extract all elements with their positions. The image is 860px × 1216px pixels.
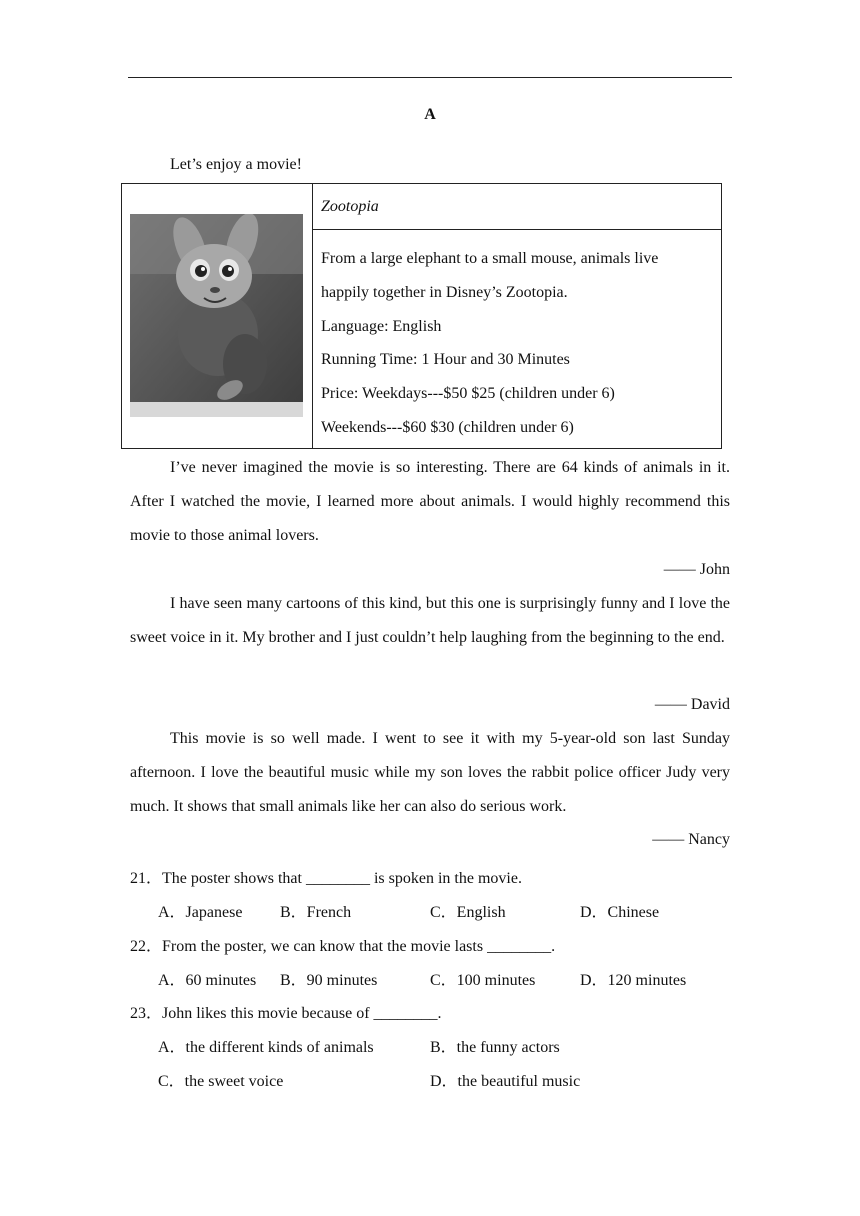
poster-running-time: Running Time: 1 Hour and 30 Minutes [321, 351, 570, 369]
answer-option[interactable]: B．90 minutes [280, 972, 378, 989]
question-stem: 23．John likes this movie because of ________. [130, 1005, 442, 1022]
question-stem: 21．The poster shows that ________ is spoken in the movie. [130, 870, 522, 887]
header-rule [128, 77, 732, 78]
review-author: —— Nancy [652, 831, 730, 848]
answer-option[interactable]: C．English [430, 904, 506, 921]
intro-text: Let’s enjoy a movie! [170, 156, 302, 173]
answer-option[interactable]: D．the beautiful music [430, 1073, 581, 1090]
answer-option[interactable]: D．120 minutes [580, 972, 687, 989]
answer-option[interactable]: B．the funny actors [430, 1039, 560, 1056]
answer-option[interactable]: A．the different kinds of animals [158, 1039, 374, 1056]
poster-movie-title: Zootopia [313, 184, 721, 230]
poster-language: Language: English [321, 317, 442, 335]
review-paragraph [130, 451, 730, 552]
answer-option[interactable]: A．Japanese [158, 904, 243, 921]
review-author: —— John [663, 561, 730, 578]
review-paragraph [130, 587, 730, 655]
poster-line: happily together in Disney’s Zootopia. [321, 283, 568, 301]
movie-still-image [130, 214, 303, 417]
review-paragraph [130, 722, 730, 823]
poster-info [313, 230, 721, 448]
movie-poster-table [121, 183, 722, 449]
answer-option[interactable]: B．French [280, 904, 352, 921]
poster-price-weekends: Weekends---$60 $30 (children under 6) [321, 418, 574, 436]
review-text: This movie is so well made. I went to see it with my 5-year-old son last Sunday afternoon. I love the beautiful music while my son loves the rabbit police officer Judy very much. It shows that small animals like her can also do serious work. [130, 730, 730, 815]
answer-option[interactable]: C．100 minutes [430, 972, 536, 989]
poster-line: From a large elephant to a small mouse, animals live [321, 250, 659, 267]
review-text: I have seen many cartoons of this kind, but this one is surprisingly funny and I love the sweet voice in it. My brother and I just couldn’t help laughing from the beginning to the end. [130, 595, 730, 646]
section-heading: A [424, 106, 436, 123]
poster-price-weekdays: Price: Weekdays---$50 $25 (children under 6) [321, 385, 615, 403]
review-author: —— David [654, 696, 730, 713]
poster-image-cell [122, 184, 313, 448]
review-text: I’ve never imagined the movie is so interesting. There are 64 kinds of animals in it. After I watched the movie, I learned more about animals. I would highly recommend this movie to those animal lovers. [130, 459, 730, 544]
question-stem: 22．From the poster, we can know that the movie lasts ________. [130, 938, 556, 955]
answer-option[interactable]: C．the sweet voice [158, 1073, 284, 1090]
answer-option[interactable]: D．Chinese [580, 904, 660, 921]
answer-option[interactable]: A．60 minutes [158, 972, 257, 989]
